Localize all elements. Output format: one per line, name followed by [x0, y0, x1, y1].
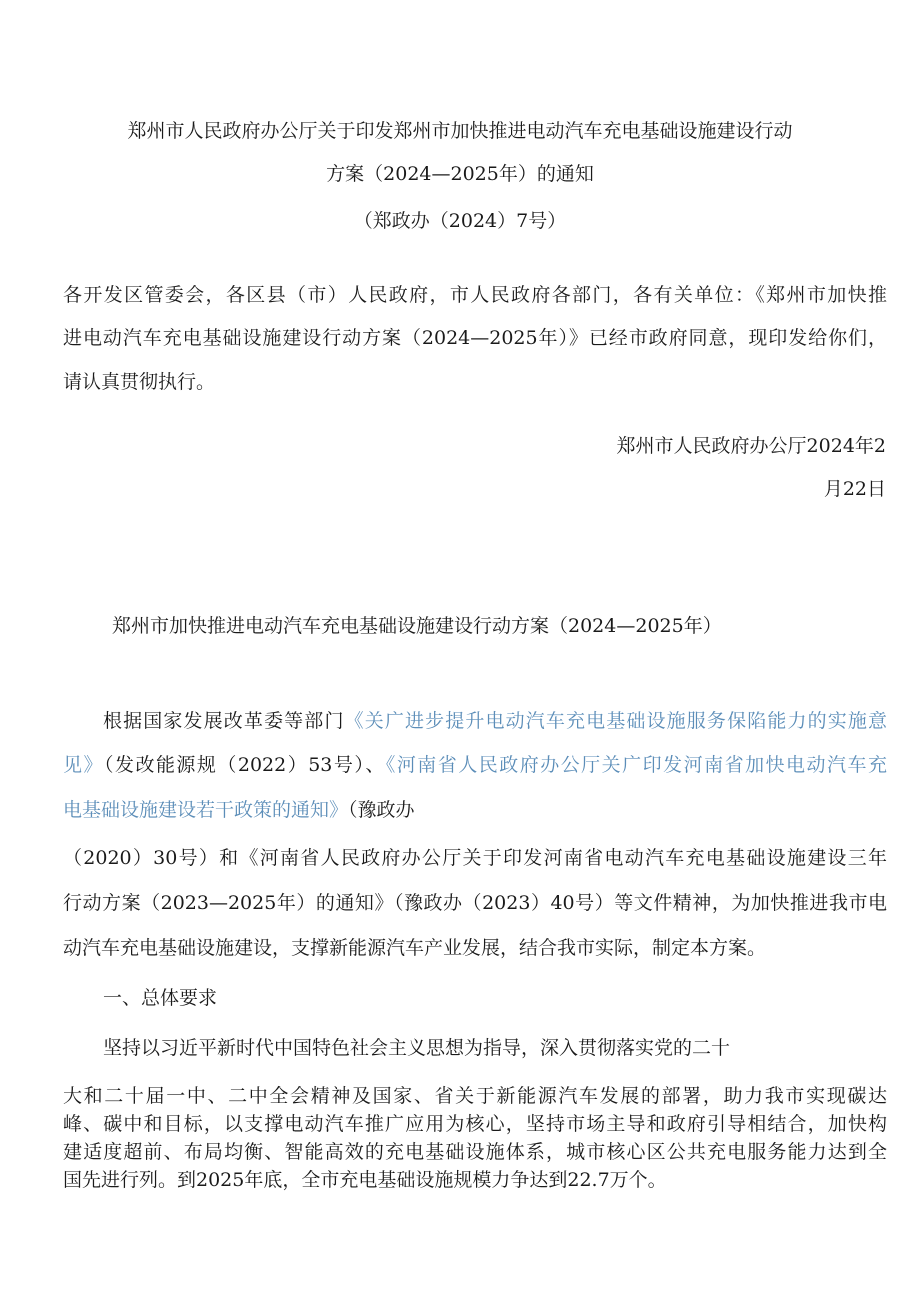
intro-line-1 — [103, 708, 887, 734]
document-title-line1: 郑州市人民政府办公厅关于印发郑州市加快推进电动汽车充电基础设施建设行动 — [127, 120, 793, 142]
signature-date: 月22日 — [823, 478, 886, 500]
section1-line-4: 建适度超前、布局均衡、智能高效的充电基础设施体系，城市核心区公共充电服务能力达到全 — [63, 1141, 887, 1163]
notice-line-2: 进电动汽车充电基础设施建设行动方案（2024—2025年）》已经市政府同意，现印发给你们， — [63, 327, 887, 349]
intro-line-2 — [63, 752, 887, 778]
policy-doc-link-2[interactable]: 《河南省人民政府办公厅关广印发河南省加快电动汽车充 — [385, 754, 887, 776]
document-number: （郑政办（2024）7号） — [353, 210, 567, 232]
policy-doc-link-1[interactable]: 《关广进步提升电动汽车充电基础设施服务保陷能力的实施意 — [344, 710, 887, 732]
notice-line-1: 各开发区管委会，各区县（市）人民政府，市人民政府各部门，各有关单位：《郑州市加快推 — [63, 284, 887, 306]
signature-line-1: 郑州市人民政府办公厅2024年2 — [616, 435, 886, 457]
intro-line-5: 行动方案（2023—2025年）的通知》（豫政办（2023）40号）等文件精神，为加快推进我市电 — [63, 892, 887, 914]
section1-line-5: 国先进行列。到2025年底，全市充电基础设施规模力争达到22.7万个。 — [63, 1169, 667, 1191]
intro-text: 根据国家发展改革委等部门 — [103, 710, 345, 732]
intro-line-4: （2020）30号）和《河南省人民政府办公厅关于印发河南省电动汽车充电基础设施建设三年 — [63, 847, 887, 869]
document-title-line2: 方案（2024—2025年）的通知 — [326, 163, 594, 185]
intro-text: （发改能源规（2022）53号）、 — [103, 754, 386, 776]
section1-line-2: 大和二十届一中、二中全会精神及国家、省关于新能源汽车发展的部署，助力我市实现碳达 — [63, 1085, 887, 1107]
section1-line-3: 峰、碳中和目标，以支撑电动汽车推广应用为核心，坚持市场主导和政府引导相结合，加快构 — [63, 1113, 887, 1135]
policy-doc-link-2-end[interactable]: 电基础设施建设若干政策的通知》 — [63, 799, 349, 821]
intro-line-3 — [63, 797, 415, 823]
notice-line-3: 请认真贯彻执行。 — [63, 371, 216, 393]
section1-line-1: 坚持以习近平新时代中国特色社会主义思想为指导，深入贯彻落实党的二十 — [103, 1037, 731, 1059]
policy-doc-link-1-end[interactable]: 见》 — [63, 754, 104, 776]
plan-title: 郑州市加快推进电动汽车充电基础设施建设行动方案（2024—2025年） — [112, 615, 722, 637]
section-heading-general-requirements: 一、总体要求 — [103, 987, 218, 1009]
intro-line-6: 动汽车充电基础设施建设，支撑新能源汽车产业发展，结合我市实际，制定本方案。 — [63, 937, 767, 959]
intro-text: （豫政办 — [348, 799, 415, 821]
